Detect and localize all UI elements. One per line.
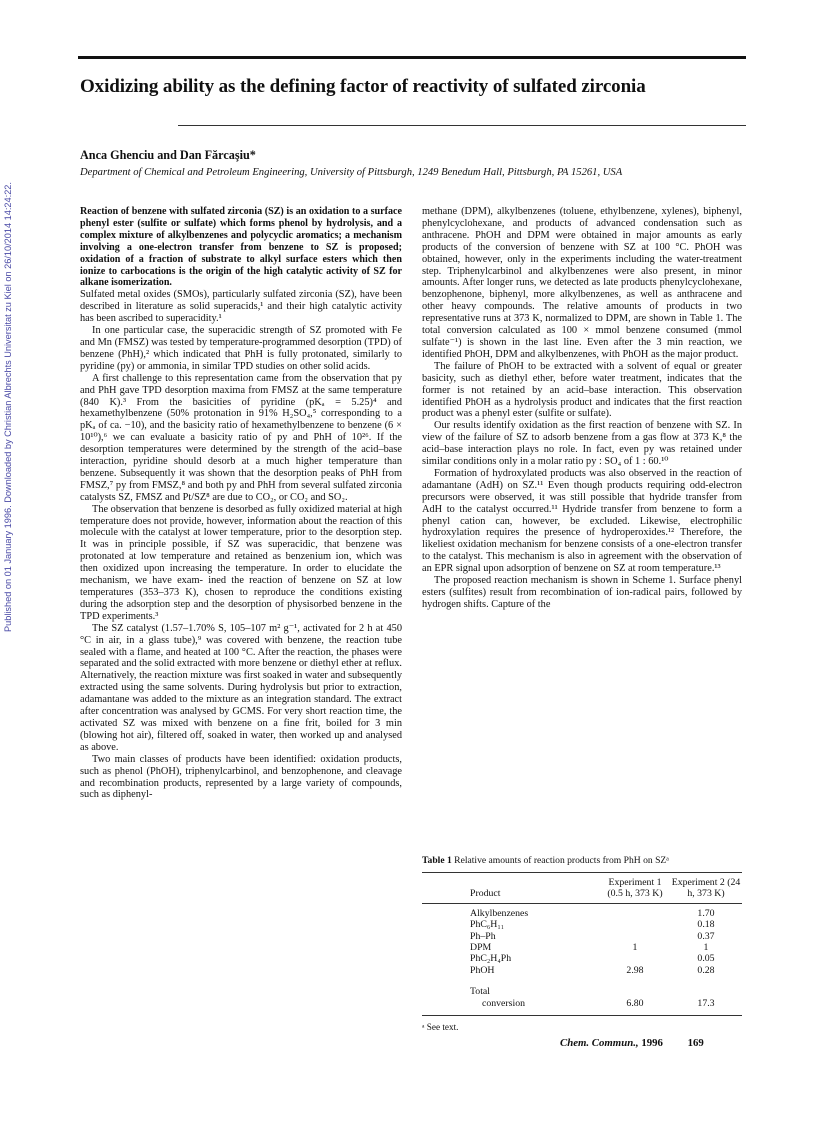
paragraph: methane (DPM), alkylbenzenes (toluene, ethylbenzene, xylenes), biphenyl, phenylcyclohexane, and products of advanced condensation such as anthracene. PhOH and DPM were obtained in major amounts as early products of the conversion of benzene with SZ at 100 °C. PhOH was obtained, however, only in the experiments including the water-treatment step. Triphenylcarbinol and alkylbenzenes were also present, in minor amounts. After longer runs, we detected as late products phenylcyclohexane, benzophenone, biphenyl, more alkylbenzenes, as well as anthracene and other heavy compounds. The relative amounts of products in two representative runs at 373 K, normalized to DPM, are shown in Table 1. The total conversion calculated as 100 × mmol benzene consumed (mmol sulfate⁻¹) is shown in the last line. Even after the 3 min reaction, we identified PhOH, DPM and alkylbenzenes, with PhOH as the major product. [422, 206, 742, 360]
page-number: 169 [687, 1037, 704, 1049]
table-row: Alkylbenzenes 1.70 [470, 907, 715, 919]
journal-year: 1996 [641, 1037, 663, 1049]
download-watermark: Published on 01 January 1996. Downloaded by Christian Albrechts Universitat zu Kiel on 26/10/2014 14:24:22. [3, 182, 13, 632]
column-header: Experiment 1 (0.5 h, 373 K) [600, 873, 670, 903]
table-row-total: Total conversion 6.80 17.3 [470, 986, 715, 1009]
table-row: PhC₆H₁₁ 0.18 [470, 919, 715, 931]
left-column [80, 206, 402, 801]
paragraph: The observation that benzene is desorbed as fully oxidized material at high temperature does not provide, however, information about the reaction of this molecule with the catalyst at lower temperature, prior to the desorption step. It was in principle possible, if SZ was superacidic, that benzene was protonated at low temperature and retained as benzenium ion, which was then oxidized upon increasing the temperature. In order to elucidate the mechanism, we have exam- ined the reaction of benzene on SZ at low temperatures (353–373 K), chosen to reproduce the conditions existing during the adsorption step and the desorption of physisorbed benzene in the TPD experiments.³ [80, 503, 402, 622]
paragraph: In one particular case, the superacidic strength of SZ promoted with Fe and Mn (FMSZ) was tested by temperature-programmed desorption (TPD) of benzene (PhH),² which indicated that PhH is fully protonated, similarly to pyridine (py) or ammonia, in similar TPD studies on other solid acids. [80, 325, 402, 372]
paragraph: The SZ catalyst (1.57–1.70% S, 105–107 m² g⁻¹, activated for 2 h at 450 °C in air, in a glass tube),⁹ was covered with benzene, the reaction tube sealed with a flame, and heated at 100 °C. After the reaction, the phases were separated and the solid extracted with more benzene or diethyl ether at reflux. Alternatively, the reaction mixture was first soaked in water and subsequently extracted using the same solvents. During hydrolysis but prior to extraction, adamantane was added to the mixture as an integration standard. The extract after concentration was analysed by GCMS. For very short reaction time, the activated SZ was mixed with benzene on a fine frit, boiled for 3 min (blowing hot air), filtered off, soaked in water, then worked up and analysed as above. [80, 622, 402, 753]
article-title: Oxidizing ability as the defining factor of reactivity of sulfated zirconia [80, 76, 646, 97]
top-rule [78, 56, 746, 59]
affiliation: Department of Chemical and Petroleum Engineering, University of Pittsburgh, 1249 Benedum Hall, Pittsburgh, PA 15261, USA [80, 167, 623, 178]
paragraph: Two main classes of products have been identified: oxidation products, such as phenol (PhOH), triphenylcarbinol, and benzophenone, and cleavage and recombination products, represented by a large variety of compounds, such as diphenyl- [80, 753, 402, 801]
table-row: PhOH 2.98 0.28 [470, 964, 715, 976]
results-table [422, 873, 742, 1009]
page-footer [560, 1037, 704, 1049]
column-header: Product [422, 873, 600, 903]
right-column [422, 206, 742, 611]
table-footnote: ᵃ See text. [422, 1022, 459, 1033]
table-caption: Table 1 Relative amounts of reaction products from PhH on SZᵃ [422, 855, 669, 866]
paragraph: A first challenge to this representation came from the observation that py and PhH gave TPD desorption maxima from FMSZ at the same temperature (840 K).³ From the basicities of pyridine (pKₐ = 5.25)⁴ and hexamethylbenzene (50% protonation in 91% H₂SO₄,⁵ corresponding to a pKₐ of ca. −10), and the basicity ratio of hexamethylbenzene to benzene (6 × 10¹⁰),⁶ we can evaluate a basicity ratio of py and PhH of 10²⁶. If the desorption temperatures were determined by the strength of the acid–base interaction, pyridine should desorb at a much higher temperature than benzene. Subsequently it was shown that the desorption peaks of PhH from FMSZ,⁷ py from FMSZ,⁸ and both py and PhH from several sulfated zirconia catalysts SZ, FMSZ and Pt/SZ⁸ are due to CO₂, or CO₂ and SO₂. [80, 372, 402, 503]
paragraph: Formation of hydroxylated products was also observed in the reaction of adamantane (AdH) on SZ.¹¹ Even though products requiring odd-electron precursors were observed, it was still possible that hydride transfer from AdH to the catalyst occurred.¹¹ Hydride transfer from benzene to form a phenyl cation can, however, be excluded. Likewise, electrophilic hydroxylation requires the presence of hydroperoxides.¹² Therefore, the likeliest oxidation mechanism for benzene consists of a one-electron transfer to the catalyst. This mechanism is also in agreement with the observation of an EPR signal upon adsorption of benzene on SZ at room temperature.¹³ [422, 467, 742, 575]
paragraph: The proposed reaction mechanism is shown in Scheme 1. Surface phenyl esters (sulfites) result from recombination of ion-radical pairs, followed by hydrogen shifts. Capture of the [422, 575, 742, 610]
table-row: DPM 1 1 [470, 942, 709, 954]
journal-name: Chem. Commun., [560, 1037, 639, 1049]
table-1 [422, 855, 742, 1032]
paragraph: The failure of PhOH to be extracted with a solvent of equal or greater basicity, such as diethyl ether, before water treatment, indicates that the former is not retained by an acid–base interaction. This observation identified PhOH as a hydrolysis product and indicates that the first reaction product was a phenyl ester (sulfite or sulfate). [422, 360, 742, 420]
table-row: PhC₂H₄Ph 0.05 [470, 953, 715, 965]
column-header: Experiment 2 (24 h, 373 K) [670, 873, 742, 903]
paragraph: Our results identify oxidation as the first reaction of benzene with SZ. In view of the failure of SZ to adsorb benzene from a gas flow at 373 K,⁸ the acid–base interaction plays no role. In fact, even py was retained under similar conditions only in a molar ratio py : SO₄ of 1 : 60.¹⁰ [422, 420, 742, 468]
abstract: Reaction of benzene with sulfated zirconia (SZ) is an oxidation to a surface phenyl ester (sulfite or sulfate) which forms phenol by hydrolysis, and a complex mixture of alkylbenzenes and polycyclic aromatics; a mechanism involving a one-electron transfer from benzene to SZ is proposed; oxidation of a fraction of substrate to alkyl surface esters which then ionize to carbocations is the origin of the high catalytic activity of SZ for alkane isomerization. [80, 206, 402, 289]
table-row: Ph–Ph 0.37 [470, 930, 715, 942]
table-bottom-rule [422, 1015, 742, 1016]
authors: Anca Ghenciu and Dan Fărcaşiu* [80, 148, 256, 162]
title-rule [178, 125, 746, 126]
paragraph: Sulfated metal oxides (SMOs), particularly sulfated zirconia (SZ), have been described in literature as solid superacids,¹ and their high catalytic activity has been ascribed to superacidity.¹ [80, 289, 402, 325]
